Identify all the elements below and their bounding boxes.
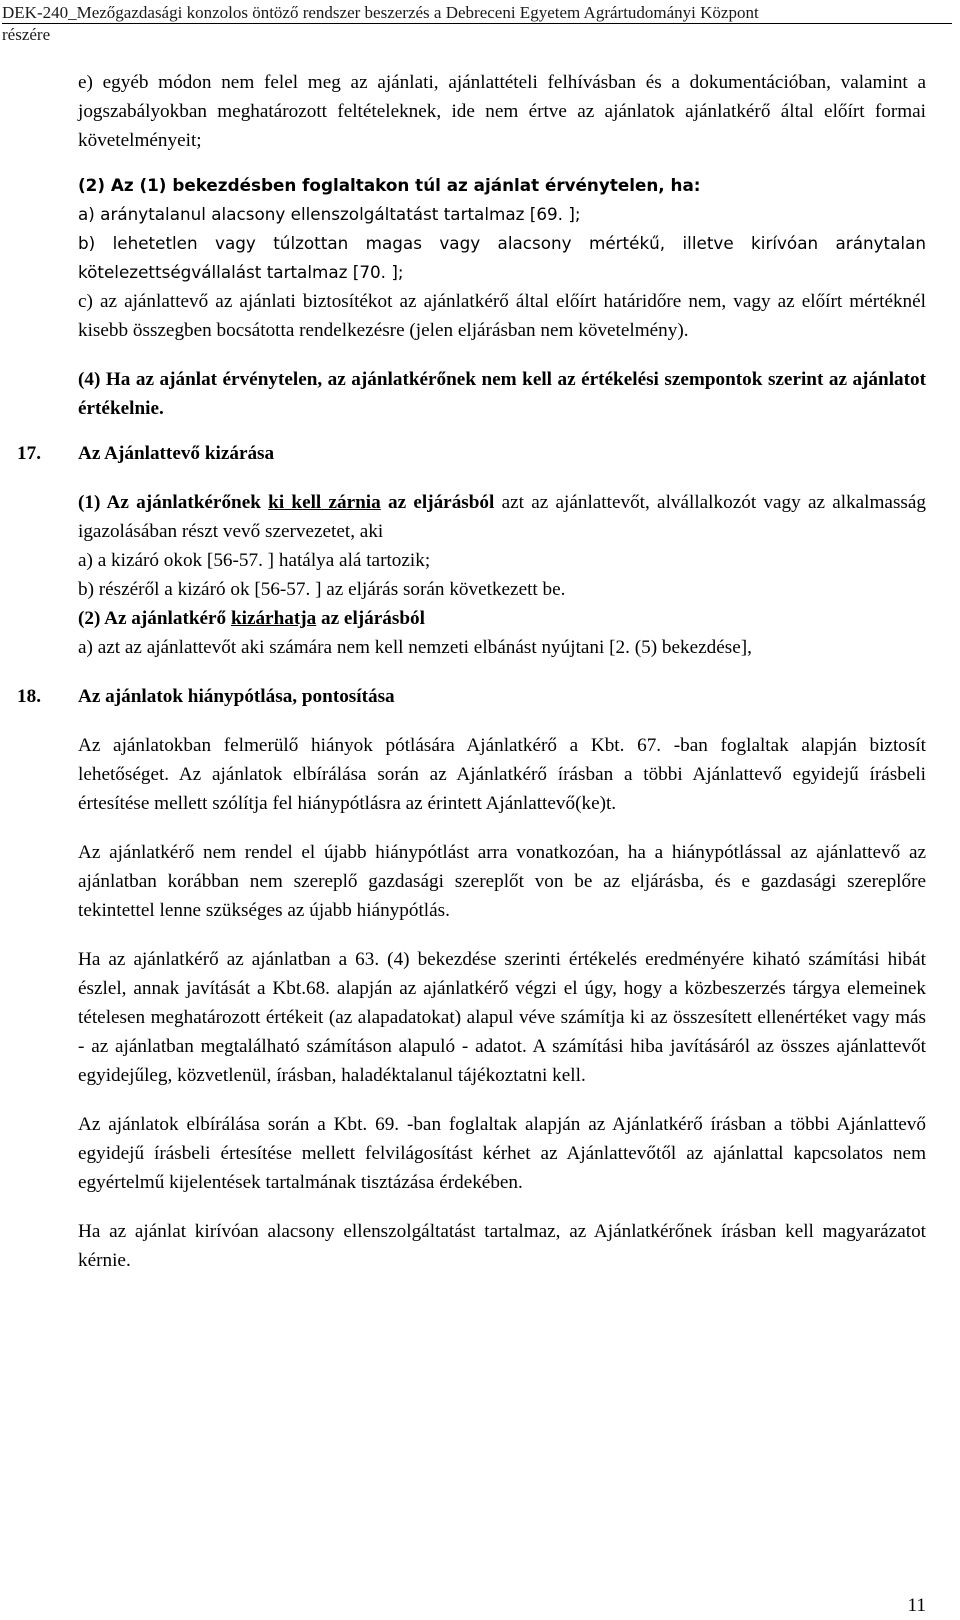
section-18-para-4: Az ajánlatok elbírálása során a Kbt. 69. -ban foglaltak alapján az Ajánlatkérő írásban a többi Ajánlattevő egyidejű írásbeli értesítése mellett felvilágosítást kérhet az Ajánlattevőtől az ajánlattal kapcsolatos nem egyértelmű kijelentések tartalmának tisztázása érdekében. — [78, 1114, 926, 1193]
section-18-title: Az ajánlatok hiánypótlása, pontosítása — [78, 686, 395, 707]
section-17-item-b: b) részéről a kizáró ok [56-57. ] az eljárás során következett be. — [78, 579, 566, 600]
s17-p1-rest: azt az ajánlattevőt, alvállalkozót vagy az alkalmasság igazolásában részt vevő szervezetet, aki — [78, 492, 926, 542]
para-2-item-c: c) az ajánlattevő az ajánlati biztosítékot az ajánlatkérő által előírt határidőre nem, vagy az előírt mértéknél kisebb összegben bocsátotta rendelkezésre (jelen eljárásban nem követelmény). — [78, 291, 926, 341]
section-17-item-a: a) a kizáró okok [56-57. ] hatálya alá tartozik; — [78, 550, 431, 571]
s17-p2-underlined: kizárhatja — [230, 608, 317, 629]
s17-p2-pre: (2) Az ajánlatkérő — [78, 608, 231, 629]
page-number: 11 — [907, 1595, 926, 1616]
s17-p1-bold-post: az eljárásból — [380, 492, 495, 513]
para-4: (4) Ha az ajánlat érvénytelen, az ajánlatkérőnek nem kell az értékelési szempontok szerint az ajánlatot értékelnie. — [78, 369, 926, 419]
s17-p1-underlined: ki kell zárnia — [268, 492, 381, 513]
section-18-para-3: Ha az ajánlatkérő az ajánlatban a 63. (4) bekezdése szerinti értékelés eredményére kiható számítási hibát észlel, annak javítását a Kbt.68. alapján az ajánlatkérő végzi el úgy, hogy a közbeszerzés tárgya elemeinek tételesen meghatározott értékeit (az alapadatokat) alapul véve számítja ki az összesített ellenértéket vagy más - az ajánlatban megtalálható számításon alapuló - adatot. A számítási hiba javításáról az összes ajánlattevőt egyidejűleg, közvetlenül, írásban, haladéktalanul tájékoztatni kell. — [78, 949, 926, 1086]
item-e: e) egyéb módon nem felel meg az ajánlati, ajánlattételi felhívásban és a dokumentációban, valamint a jogszabályokban meghatározott feltételeknek, ide nem értve az ajánlatok ajánlatkérő által előírt formai követelményeit; — [78, 72, 926, 151]
para-2-item-a: a) aránytalanul alacsony ellenszolgáltatást tartalmaz [69. ]; — [78, 204, 581, 224]
para-2-item-b: b) lehetetlen vagy túlzottan magas vagy alacsony mértékű, illetve kirívóan aránytalan kötelezettségvállalást tartalmaz [70. ]; — [78, 233, 926, 282]
s17-p2-post: az eljárásból — [316, 608, 425, 629]
section-18-heading — [17, 682, 926, 711]
header-line-2: részére — [2, 25, 51, 44]
section-17-para-1 — [78, 488, 926, 546]
section-17-para-2 — [78, 604, 926, 633]
section-18-para-1: Az ajánlatokban felmerülő hiányok pótlására Ajánlatkérő a Kbt. 67. -ban foglaltak alapján biztosít lehetőséget. Az ajánlatok elbírálása során az Ajánlatkérő írásban a többi Ajánlattevő egyidejű írásbeli értesítése mellett szólítja fel hiánypótlásra az érintett Ajánlattevő(ke)t. — [78, 735, 926, 814]
s17-p1-pre: (1) Az ajánlatkérőnek — [78, 492, 269, 513]
section-18-para-2: Az ajánlatkérő nem rendel el újabb hiánypótlást arra vonatkozóan, ha a hiánypótlással az ajánlattevő az ajánlatban korábban nem szereplő gazdasági szereplőt von be az eljárásba, és e gazdasági szereplőre tekintettel lenne szükséges az újabb hiánypótlás. — [78, 842, 926, 921]
running-header — [2, 2, 952, 45]
section-18-para-5: Ha az ajánlat kirívóan alacsony ellenszolgáltatást tartalmaz, az Ajánlatkérőnek írásban kell magyarázatot kérnie. — [78, 1221, 926, 1271]
header-line-1: DEK-240_Mezőgazdasági konzolos öntöző rendszer beszerzés a Debreceni Egyetem Agrártudományi Központ — [2, 2, 952, 24]
section-17-para-2-item-a: a) azt az ajánlattevőt aki számára nem kell nemzeti elbánást nyújtani [2. (5) bekezdése], — [78, 637, 752, 658]
section-17-number: 17. — [17, 443, 41, 464]
section-18-number: 18. — [17, 686, 41, 707]
para-2-heading: (2) Az (1) bekezdésben foglaltakon túl az ajánlat érvénytelen, ha: — [78, 175, 701, 195]
document-body — [17, 68, 926, 1275]
section-17-heading — [17, 439, 926, 468]
section-17-title: Az Ajánlattevő kizárása — [78, 443, 275, 464]
